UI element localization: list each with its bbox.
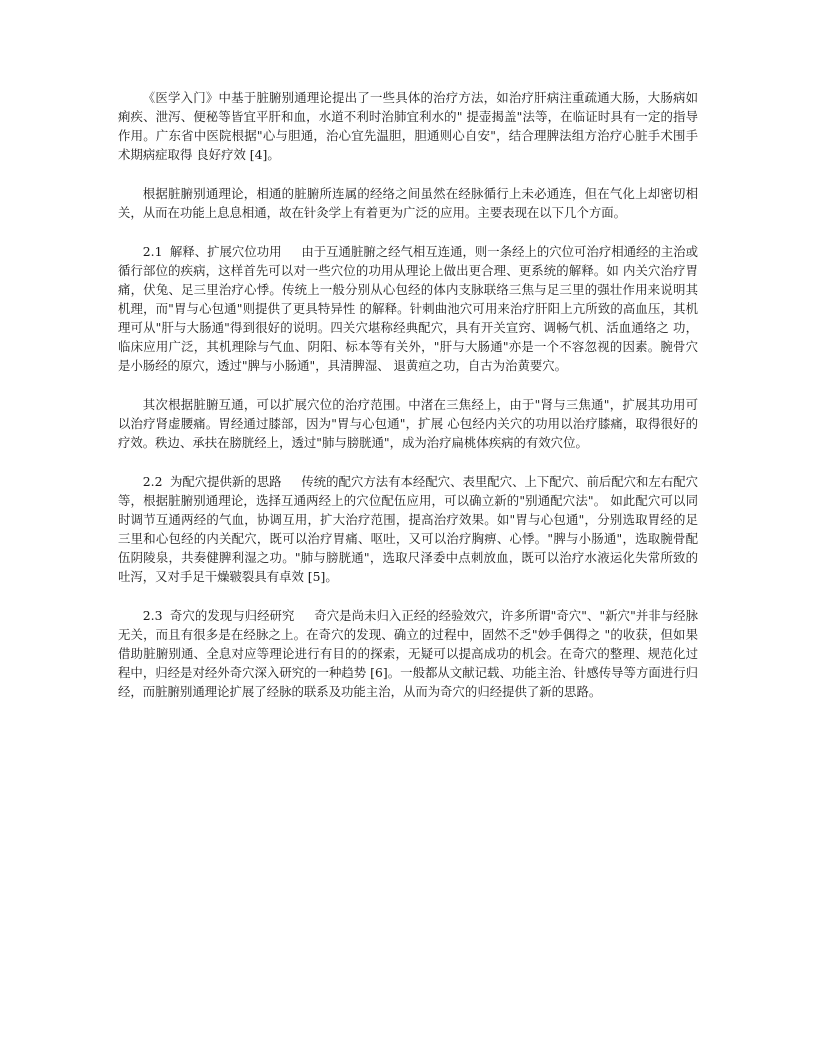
- paragraph-theory-overview: [118, 184, 698, 222]
- paragraph-text: 由于互通脏腑之经气相互连通，则一条经上的穴位可治疗相通经的主治或循行部位的疾病，这样首先可以对一些穴位的功用从理论上做出更合理、更系统的解释。如 内关穴治疗胃痛，伏兔、足三里治疗心悸。传统上一般分别从心包经的体内支脉联络三焦与足三里的强壮作用来说明其机理，而"胃与心包通"则提供了更具特异性 的解释。针刺曲池穴可用来治疗肝阳上亢所致的高血压，其机理可从"肝与大肠通"得到很好的说明。四关穴堪称经典配穴，具有开关宣窍、调畅气机、活血通络之 功，临床应用广泛，其机理除与气血、阴阳、标本等有关外，"肝与大肠通"亦是一个不容忽视的因素。腕骨穴是小肠经的原穴，透过"脾与小肠通"，具清脾湿、 退黄疸之功，自古为治黄要穴。: [118, 244, 699, 373]
- section-2-3: [118, 606, 698, 701]
- paragraph-text: 其次根据脏腑互通，可以扩展穴位的治疗范围。中渚在三焦经上，由于"肾与三焦通"，扩展其功用可以治疗肾虚腰痛。胃经通过膝部，因为"胃与心包通"，扩展 心包经内关穴的功用以治疗膝痛，取得很好的疗效。秩边、承扶在膀胱经上，透过"肺与膀胱通"，成为治疗扁桃体疾病的有效穴位。: [118, 397, 698, 450]
- section-title: 为配穴提供新的思路: [169, 474, 282, 489]
- paragraph-text: 奇穴是尚未归入正经的经验效穴，许多所谓"奇穴"、"新穴"并非与经脉无关，而且有很多是在经脉之上。在奇穴的发现、确立的过程中，固然不乏"妙手偶得之 "的收获，但如果借助脏腑别通、全息对应等理论进行有目的的探索，无疑可以提高成功的机会。在奇穴的整理、规范化过程中，归经是对经外奇穴深入研究的一种趋势 [6]。一般都从文献记载、功能主治、针感传导等方面进行归经，而脏腑别通理论扩展了经脉的联系及功能主治，从而为奇穴的归经提供了新的思路。: [118, 608, 699, 699]
- document-page: [118, 88, 698, 720]
- section-2-1: [118, 242, 698, 375]
- section-number: 2.2: [142, 474, 163, 489]
- section-2-2: [118, 472, 698, 586]
- paragraph-yixue-rumen: [118, 88, 698, 164]
- paragraph-text: 传统的配穴方法有本经配穴、表里配穴、上下配穴、前后配穴和左右配穴等，根据脏腑别通理论，选择互通两经上的穴位配伍应用，可以确立新的"别通配穴法"。 如此配穴可以同时调节互通两经的气血，协调互用，扩大治疗范围，提高治疗效果。如"胃与心包通"，分别选取胃经的足三里和心包经的内关配穴，既可以治疗胃痛、呕吐，又可以治疗胸痹、心悸。"脾与小肠通"，选取腕骨配伍阴陵泉，共奏健脾利湿之功。"肺与膀胱通"，选取尺泽委中点刺放血，既可以治疗水液运化失常所致的吐泻，又对手足干燥皲裂具有卓效 [5]。: [118, 474, 699, 584]
- section-title: 奇穴的发现与归经研究: [169, 608, 295, 623]
- paragraph-text: 根据脏腑别通理论，相通的脏腑所连属的经络之间虽然在经脉循行上未必通连，但在气化上却密切相关，从而在功能上息息相通，故在针灸学上有着更为广泛的应用。主要表现在以下几个方面。: [118, 186, 698, 220]
- section-title: 解释、扩展穴位功用: [169, 244, 282, 259]
- section-number: 2.3: [142, 608, 163, 623]
- paragraph-extend-range: [118, 395, 698, 452]
- section-number: 2.1: [142, 244, 163, 259]
- paragraph-text: 《医学入门》中基于脏腑别通理论提出了一些具体的治疗方法，如治疗肝病注重疏通大肠，大肠病如痢疾、泄泻、便秘等皆宜平肝和血，水道不利时治肺宜利水的" 提壶揭盖"法等，在临证时具有一定的指导作用。广东省中医院根据"心与胆通，治心宜先温胆，胆通则心自安"，结合理脾法组方治疗心脏手术围手术期病症取得 良好疗效 [4]。: [118, 90, 698, 162]
